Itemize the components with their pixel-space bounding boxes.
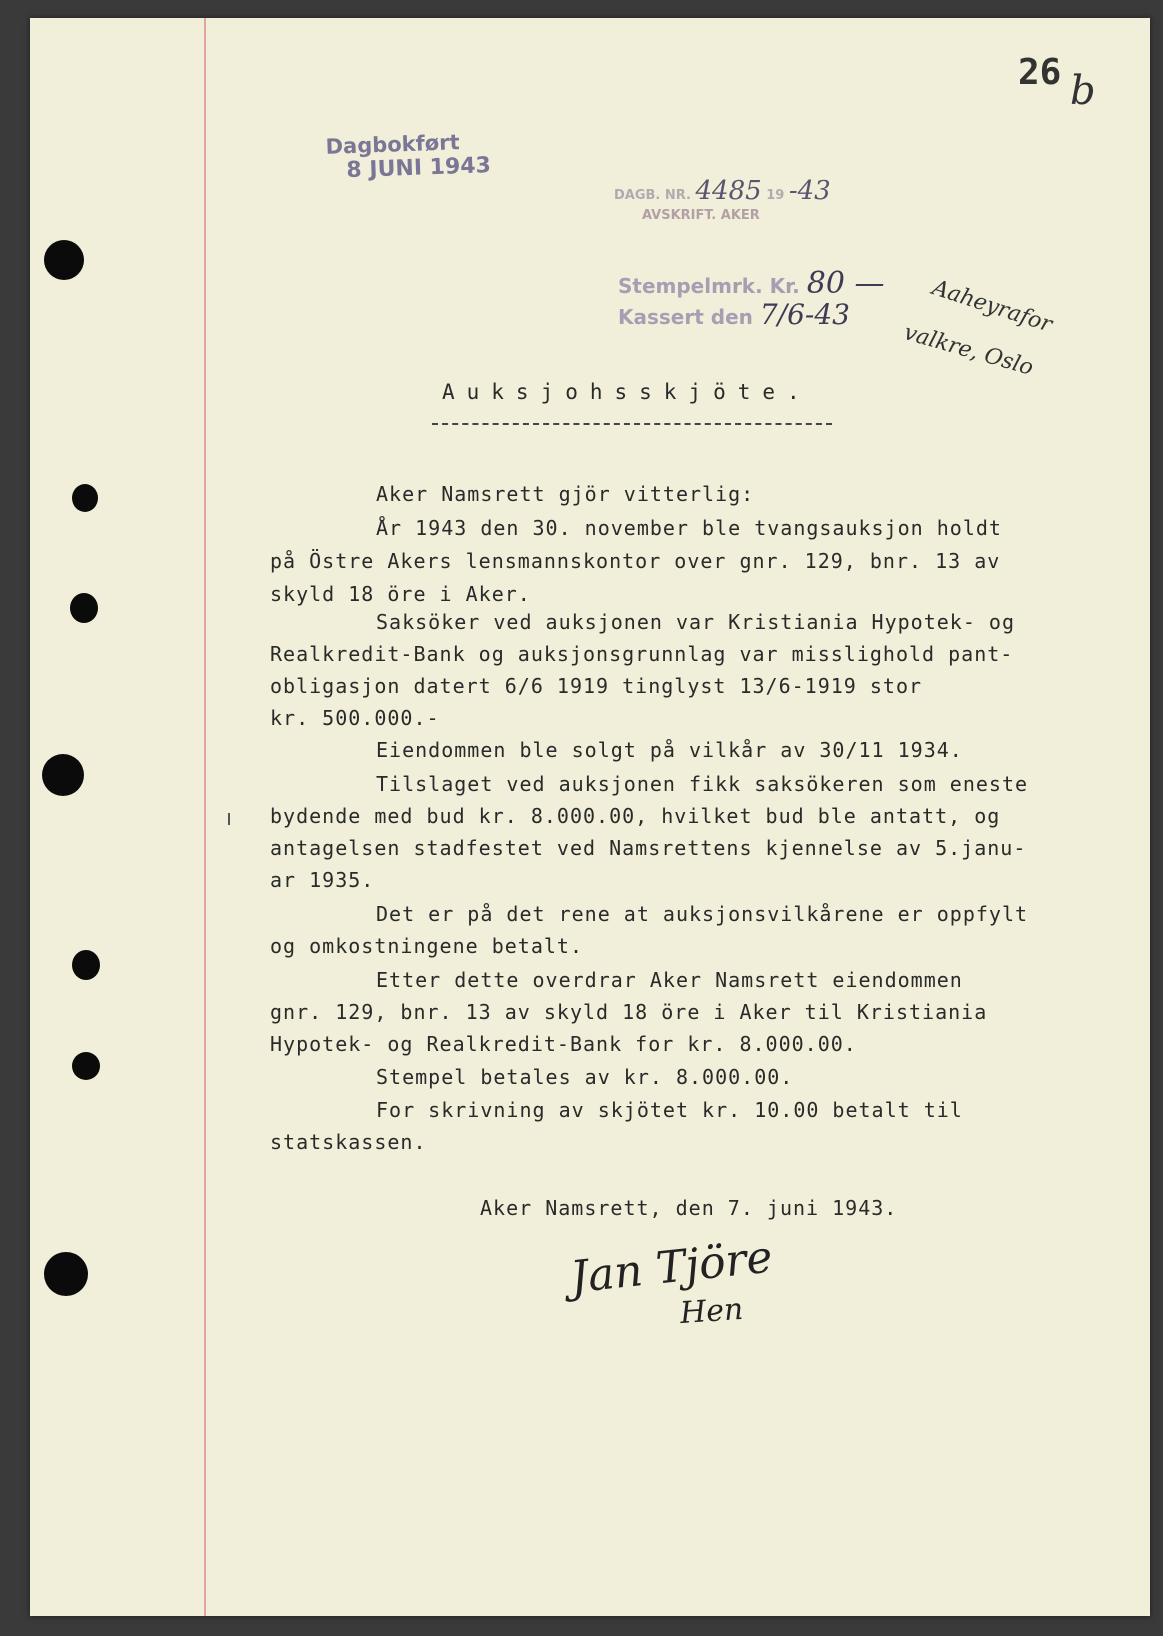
punch-hole — [42, 754, 84, 796]
body-line: Etter dette overdrar Aker Namsrett eiendommen — [376, 968, 963, 992]
punch-hole — [72, 950, 100, 980]
title-underline — [432, 423, 832, 425]
body-line: på Östre Akers lensmannskontor over gnr. 129, bnr. 13 av — [270, 549, 1001, 573]
page-number: 26 — [1018, 52, 1062, 93]
punch-hole — [44, 240, 84, 280]
body-line: Hypotek- og Realkredit-Bank for kr. 8.000.00. — [270, 1032, 857, 1056]
dagb-nr-prefix: DAGB. NR. — [614, 188, 691, 203]
body-line: Aker Namsrett gjör vitterlig: — [376, 482, 755, 506]
kassert-label: Kassert den — [618, 305, 753, 329]
stempelmrk-value: 80 — — [806, 266, 885, 301]
avskrift-stamp: AVSKRIFT. AKER — [642, 208, 760, 223]
faint-mark — [228, 813, 230, 825]
body-line: statskassen. — [270, 1130, 427, 1154]
red-margin-line — [204, 18, 206, 1616]
body-line: Tilslaget ved auksjonen fikk saksökeren som eneste — [376, 772, 1029, 796]
corner-mark: b — [1070, 68, 1096, 114]
body-line: Realkredit-Bank og auksjonsgrunnlag var misslighold pant- — [270, 642, 1014, 666]
kassert-annotation-1: Aaheyrafor — [929, 275, 1055, 338]
punch-hole — [72, 484, 98, 512]
document-page — [30, 18, 1150, 1616]
body-line: Saksöker ved auksjonen var Kristiania Hypotek- og — [376, 610, 1016, 634]
dagb-nr-value: 4485 — [695, 176, 762, 206]
body-line: ar 1935. — [270, 868, 375, 892]
body-line: For skrivning av skjötet kr. 10.00 betalt til — [376, 1098, 963, 1122]
stempelmrk-stamp — [618, 266, 884, 301]
kassert-annotation-2: valkre, Oslo — [901, 320, 1036, 381]
body-line: antagelsen stadfestet ved Namsrettens kjennelse av 5.janu- — [270, 836, 1027, 860]
body-line: gnr. 129, bnr. 13 av skyld 18 öre i Aker til Kristiania — [270, 1000, 988, 1024]
stempelmrk-label: Stempelmrk. Kr. — [618, 274, 800, 298]
dagbokfort-date: 8 JUNI 1943 — [346, 153, 492, 184]
dagb-nr-stamp — [614, 176, 831, 206]
punch-hole — [70, 593, 98, 623]
body-line: Eiendommen ble solgt på vilkår av 30/11 1934. — [376, 738, 963, 762]
body-line: skyld 18 öre i Aker. — [270, 582, 531, 606]
closing-line: Aker Namsrett, den 7. juni 1943. — [480, 1196, 898, 1220]
body-line: Det er på det rene at auksjonsvilkårene er oppfylt — [376, 902, 1029, 926]
body-line: kr. 500.000.- — [270, 706, 440, 730]
body-line: År 1943 den 30. november ble tvangsauksjon holdt — [376, 516, 1002, 540]
kassert-stamp — [618, 298, 850, 331]
signature-line-1: Jan Tjöre — [567, 1231, 775, 1304]
body-line: og omkostningene betalt. — [270, 934, 583, 958]
kassert-date: 7/6-43 — [759, 298, 850, 331]
dagb-nr-year-value: 43 — [797, 176, 831, 206]
body-line: obligasjon datert 6/6 1919 tinglyst 13/6-1919 stor — [270, 674, 923, 698]
signature-line-2: Hen — [678, 1291, 745, 1332]
dagb-nr-year-prefix: 19 — [766, 188, 785, 203]
dagbokfort-stamp — [325, 129, 491, 184]
punch-hole — [44, 1252, 88, 1296]
punch-hole — [72, 1052, 100, 1080]
dagb-nr-year: -43 — [788, 176, 831, 206]
body-line: bydende med bud kr. 8.000.00, hvilket bud ble antatt, og — [270, 804, 1001, 828]
dagbokfort-label: Dagbokført — [325, 130, 460, 159]
document-title: Auksjohsskjöte. — [442, 380, 812, 404]
body-line: Stempel betales av kr. 8.000.00. — [376, 1065, 794, 1089]
